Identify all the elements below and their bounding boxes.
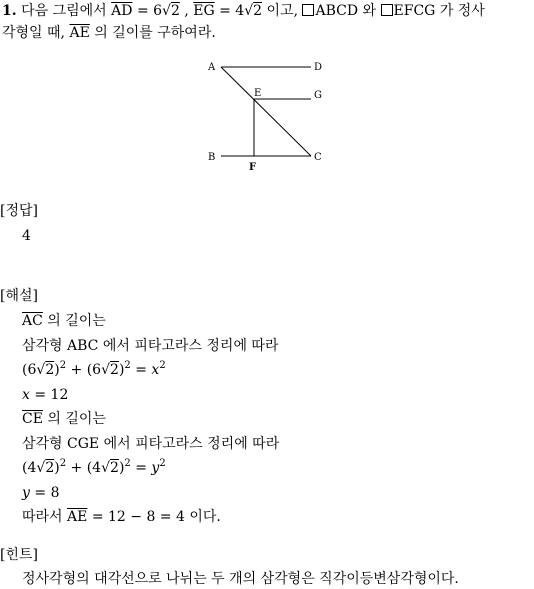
problem-text: 가 정사 (439, 3, 485, 19)
radicand: 2 (110, 362, 119, 378)
radicand: 2 (45, 460, 55, 476)
segment-ae: $\overline{AE}$ (67, 509, 88, 525)
coef: 4 (27, 460, 37, 476)
problem-text: 의 길이를 구하여라. (94, 25, 216, 41)
square-efcg-name: EFCG (393, 3, 436, 19)
segment-ad: $\overline{AD}$ (111, 3, 133, 19)
point-label-b: B (208, 152, 216, 163)
variable: x (22, 387, 30, 403)
exponent: 2 (124, 360, 131, 371)
square-abcd-name: ABCD (315, 3, 359, 19)
problem-number: 1. (2, 3, 17, 19)
ad-radicand: 2 (170, 3, 180, 19)
equals-sign: = (136, 3, 149, 19)
value: 12 (50, 387, 69, 403)
sqrt-symbol: √2 (101, 362, 119, 378)
exponent: 2 (59, 360, 67, 371)
explanation-equation-2: $(4√2)^2 + (4√2)^2 = y^2$ (22, 458, 166, 476)
exponent: 2 (124, 458, 131, 469)
answer-value: 4 (22, 228, 31, 244)
exponent: 2 (159, 458, 166, 469)
exponent: 2 (59, 458, 67, 469)
variable: y (22, 485, 30, 501)
problem-text: 다음 그림에서 (21, 3, 107, 19)
point-label-d: D (314, 62, 323, 73)
conclusion-expression: = 12 − 8 = 4 (91, 509, 185, 525)
point-label-e: E (254, 88, 262, 99)
explanation-text: 따라서 (22, 509, 63, 525)
coef: 6 (27, 362, 37, 378)
segment-eg: $\overline{EG}$ (193, 3, 215, 19)
value: 8 (50, 485, 60, 501)
coef: 4 (92, 460, 102, 476)
hint-heading: [힌트] (0, 547, 38, 563)
explanation-step-2: 삼각형 ABC 에서 피타고라스 정리에 따라 (22, 338, 279, 354)
explanation-step-1 (22, 312, 106, 330)
segment-ae: $\overline{AE}$ (69, 25, 90, 41)
explanation-conclusion (22, 508, 221, 526)
sqrt-symbol: √2 (36, 362, 55, 378)
eg-coefficient: 4 (235, 3, 245, 19)
point-label-a: A (208, 62, 216, 73)
variable: y (151, 460, 160, 476)
segment-ce: $\overline{CE}$ (22, 411, 43, 427)
sqrt-symbol: √2 (162, 3, 180, 19)
ad-coefficient: 6 (153, 3, 163, 19)
problem-text: 와 (362, 3, 377, 19)
explanation-result-x: x = 12 (22, 387, 69, 403)
problem-text: 이고, (266, 3, 299, 19)
exponent: 2 (159, 360, 166, 371)
explanation-text: 의 길이는 (47, 313, 106, 329)
point-label-g: G (314, 90, 322, 101)
explanation-step-6: 삼각형 CGE 에서 피타고라스 정리에 따라 (22, 436, 280, 452)
answer-heading: [정답] (0, 203, 38, 219)
problem-text: 각형일 때, (2, 25, 65, 41)
explanation-step-5 (22, 410, 106, 428)
radicand: 2 (45, 362, 55, 378)
segment-ac: $\overline{AC}$ (22, 313, 43, 329)
explanation-text: 의 길이는 (47, 411, 106, 427)
eg-radicand: 2 (253, 3, 263, 19)
variable: x (151, 362, 160, 378)
comma: , (184, 3, 189, 19)
explanation-equation-1: $(6√2)^2 + (6√2)^2 = x^2$ (22, 360, 166, 378)
coef: 6 (92, 362, 102, 378)
equals-sign: = (219, 3, 231, 19)
hint-text: 정사각형의 대각선으로 나뉘는 두 개의 삼각형은 직각이등변삼각형이다. (22, 571, 459, 587)
explanation-result-y: y = 8 (22, 485, 60, 501)
sqrt-symbol: √2 (244, 3, 263, 19)
sqrt-symbol: √2 (101, 460, 119, 476)
radicand: 2 (110, 460, 119, 476)
segment-line-ac (221, 67, 311, 156)
point-label-f: F (249, 162, 257, 173)
sqrt-symbol: √2 (36, 460, 55, 476)
explanation-text: 이다. (189, 509, 221, 525)
explanation-heading: [해설] (0, 288, 38, 304)
point-label-c: C (314, 152, 322, 163)
